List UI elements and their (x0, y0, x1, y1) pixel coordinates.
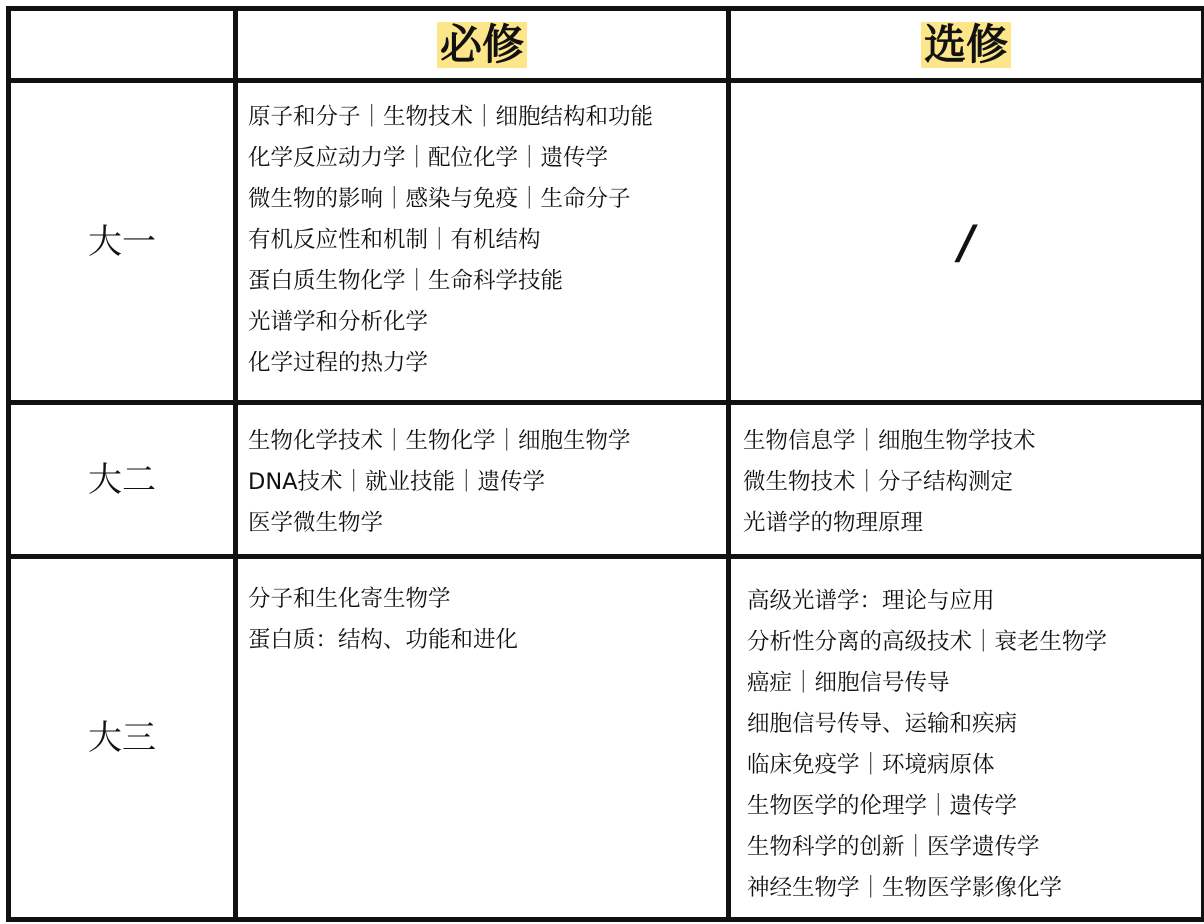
required-courses-cell (236, 403, 729, 557)
elective-courses-cell (729, 403, 1204, 557)
list-item: 蛋白质：结构、功能和进化 (248, 627, 519, 653)
empty-mark: / (952, 214, 980, 269)
list-item: 癌症｜细胞信号传导 (747, 670, 950, 696)
list-item: 化学反应动力学｜配位化学｜遗传学 (248, 145, 609, 171)
year-cell (9, 557, 236, 920)
course-table (6, 6, 1204, 922)
list-item: 神经生物学｜生物医学影像化学 (747, 875, 1063, 901)
year-label: 大二 (88, 459, 156, 500)
year-cell (9, 403, 236, 557)
year-label: 大一 (88, 221, 156, 262)
table-row-year-3 (9, 557, 1204, 920)
list-item: 蛋白质生物化学｜生命科学技能 (248, 268, 564, 294)
list-item: 有机反应性和机制｜有机结构 (248, 227, 541, 253)
elective-courses-cell (729, 557, 1204, 920)
list-item: 微生物的影响｜感染与免疫｜生命分子 (248, 186, 631, 212)
elective-course-list (731, 405, 1201, 544)
list-item: 光谱学的物理原理 (743, 510, 924, 536)
required-course-list (238, 405, 726, 544)
year-label: 大三 (88, 718, 156, 758)
list-item: 微生物技术｜分子结构测定 (743, 469, 1014, 495)
required-heading: 必修 (437, 22, 527, 68)
required-course-list (238, 83, 726, 384)
header-corner-cell (9, 9, 236, 81)
table-header-row (9, 9, 1204, 81)
table-row-year-2 (9, 403, 1204, 557)
elective-course-list (731, 559, 1201, 909)
required-course-list (238, 559, 726, 661)
header-elective-cell (729, 9, 1204, 81)
list-item: 临床免疫学｜环境病原体 (747, 752, 995, 778)
list-item: 生物医学的伦理学｜遗传学 (747, 793, 1018, 819)
elective-courses-cell (729, 81, 1204, 403)
list-item: 分析性分离的高级技术｜衰老生物学 (747, 629, 1108, 655)
header-required-cell (236, 9, 729, 81)
list-item: 化学过程的热力学 (248, 350, 429, 376)
list-item: 生物化学技术｜生物化学｜细胞生物学 (248, 428, 631, 454)
table-row-year-1 (9, 81, 1204, 403)
required-courses-cell (236, 81, 729, 403)
list-item: 生物信息学｜细胞生物学技术 (743, 428, 1036, 454)
list-item: 生物科学的创新｜医学遗传学 (747, 834, 1040, 860)
list-item: 细胞信号传导、运输和疾病 (747, 711, 1018, 737)
list-item: 原子和分子｜生物技术｜细胞结构和功能 (248, 104, 654, 130)
required-courses-cell (236, 557, 729, 920)
year-cell (9, 81, 236, 403)
elective-heading: 选修 (921, 22, 1011, 68)
list-item: 高级光谱学：理论与应用 (747, 588, 995, 614)
list-item: DNA技术｜就业技能｜遗传学 (248, 469, 546, 495)
list-item: 医学微生物学 (248, 510, 384, 536)
list-item: 分子和生化寄生物学 (248, 586, 451, 612)
list-item: 光谱学和分析化学 (248, 309, 429, 335)
